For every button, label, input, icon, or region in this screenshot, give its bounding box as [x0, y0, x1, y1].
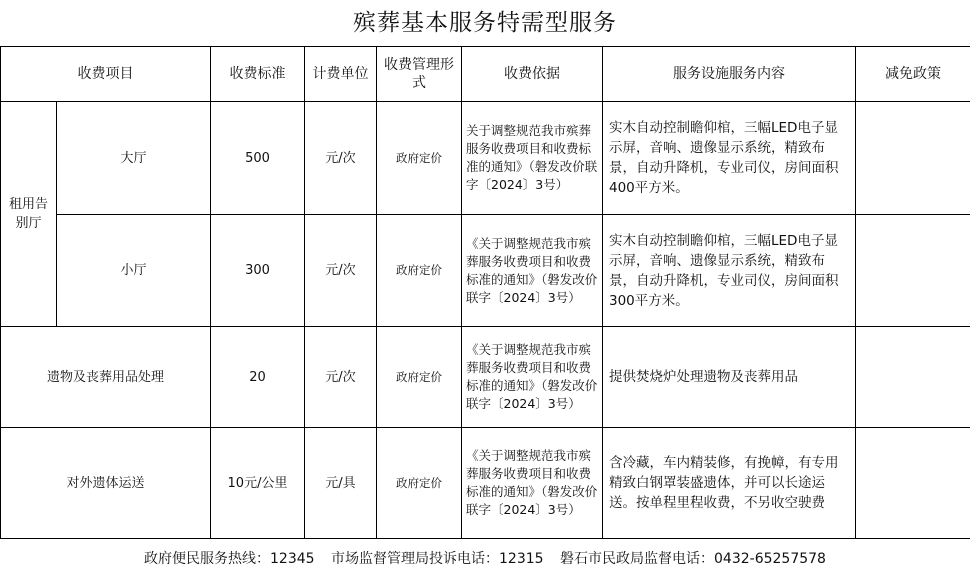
header-management: 收费管理形式	[377, 47, 462, 102]
header-standard: 收费标准	[211, 47, 305, 102]
item-management: 政府定价	[377, 215, 462, 327]
table-row	[1, 428, 970, 539]
header-basis: 收费依据	[462, 47, 603, 102]
item-policy	[856, 327, 970, 428]
item-basis: 《关于调整规范我市殡葬服务收费项目和收费标准的通知》（磐发改价联字〔2024〕3号）	[462, 327, 603, 428]
header-item: 收费项目	[1, 47, 211, 102]
footer-contacts	[0, 540, 970, 579]
supervision-phone-text: 磐石市民政局监督电话：0432-65257578	[560, 551, 826, 567]
table-row	[1, 327, 970, 428]
item-content: 含冷藏，车内精装修，有挽幛，有专用精致白钢罩装盛遗体，并可以长途运送。按单程里程收费，不另收空驶费	[603, 428, 856, 539]
item-policy	[856, 428, 970, 539]
item-standard: 500	[211, 102, 305, 215]
page-title: 殡葬基本服务特需型服务	[353, 10, 617, 36]
hotline-text: 政府便民服务热线：12345	[144, 551, 315, 567]
item-standard: 10元/公里	[211, 428, 305, 539]
table-row	[1, 102, 970, 215]
item-content: 实木自动控制瞻仰棺，三幅LED电子显示屏，音响、遗像显示系统，精致布景，自动升降机，专业司仪，房间面积400平方米。	[603, 102, 856, 215]
item-management: 政府定价	[377, 102, 462, 215]
group-label: 租用告别厅	[1, 102, 57, 327]
item-name: 大厅	[57, 102, 211, 215]
item-basis: 《关于调整规范我市殡葬服务收费项目和收费标准的通知》（磐发改价联字〔2024〕3号）	[462, 215, 603, 327]
item-standard: 20	[211, 327, 305, 428]
item-basis: 《关于调整规范我市殡葬服务收费项目和收费标准的通知》（磐发改价联字〔2024〕3号）	[462, 428, 603, 539]
item-unit: 元/具	[305, 428, 377, 539]
item-content: 实木自动控制瞻仰棺，三幅LED电子显示屏，音响、遗像显示系统，精致布景，自动升降机，专业司仪，房间面积300平方米。	[603, 215, 856, 327]
item-content: 提供焚烧炉处理遗物及丧葬用品	[603, 327, 856, 428]
header-unit: 计费单位	[305, 47, 377, 102]
item-policy	[856, 215, 970, 327]
complaint-phone-text: 市场监督管理局投诉电话：12315	[331, 551, 544, 567]
item-name: 遗物及丧葬用品处理	[1, 327, 211, 428]
item-basis: 关于调整规范我市殡葬服务收费项目和收费标准的通知》（磐发改价联字〔2024〕3号）	[462, 102, 603, 215]
header-content: 服务设施服务内容	[603, 47, 856, 102]
item-unit: 元/次	[305, 327, 377, 428]
item-policy	[856, 102, 970, 215]
item-standard: 300	[211, 215, 305, 327]
fee-table	[0, 46, 970, 539]
item-name: 小厅	[57, 215, 211, 327]
table-row	[1, 215, 970, 327]
item-name: 对外遗体运送	[1, 428, 211, 539]
item-unit: 元/次	[305, 215, 377, 327]
item-unit: 元/次	[305, 102, 377, 215]
item-management: 政府定价	[377, 428, 462, 539]
header-policy: 减免政策	[856, 47, 970, 102]
header-row	[1, 47, 970, 102]
item-management: 政府定价	[377, 327, 462, 428]
